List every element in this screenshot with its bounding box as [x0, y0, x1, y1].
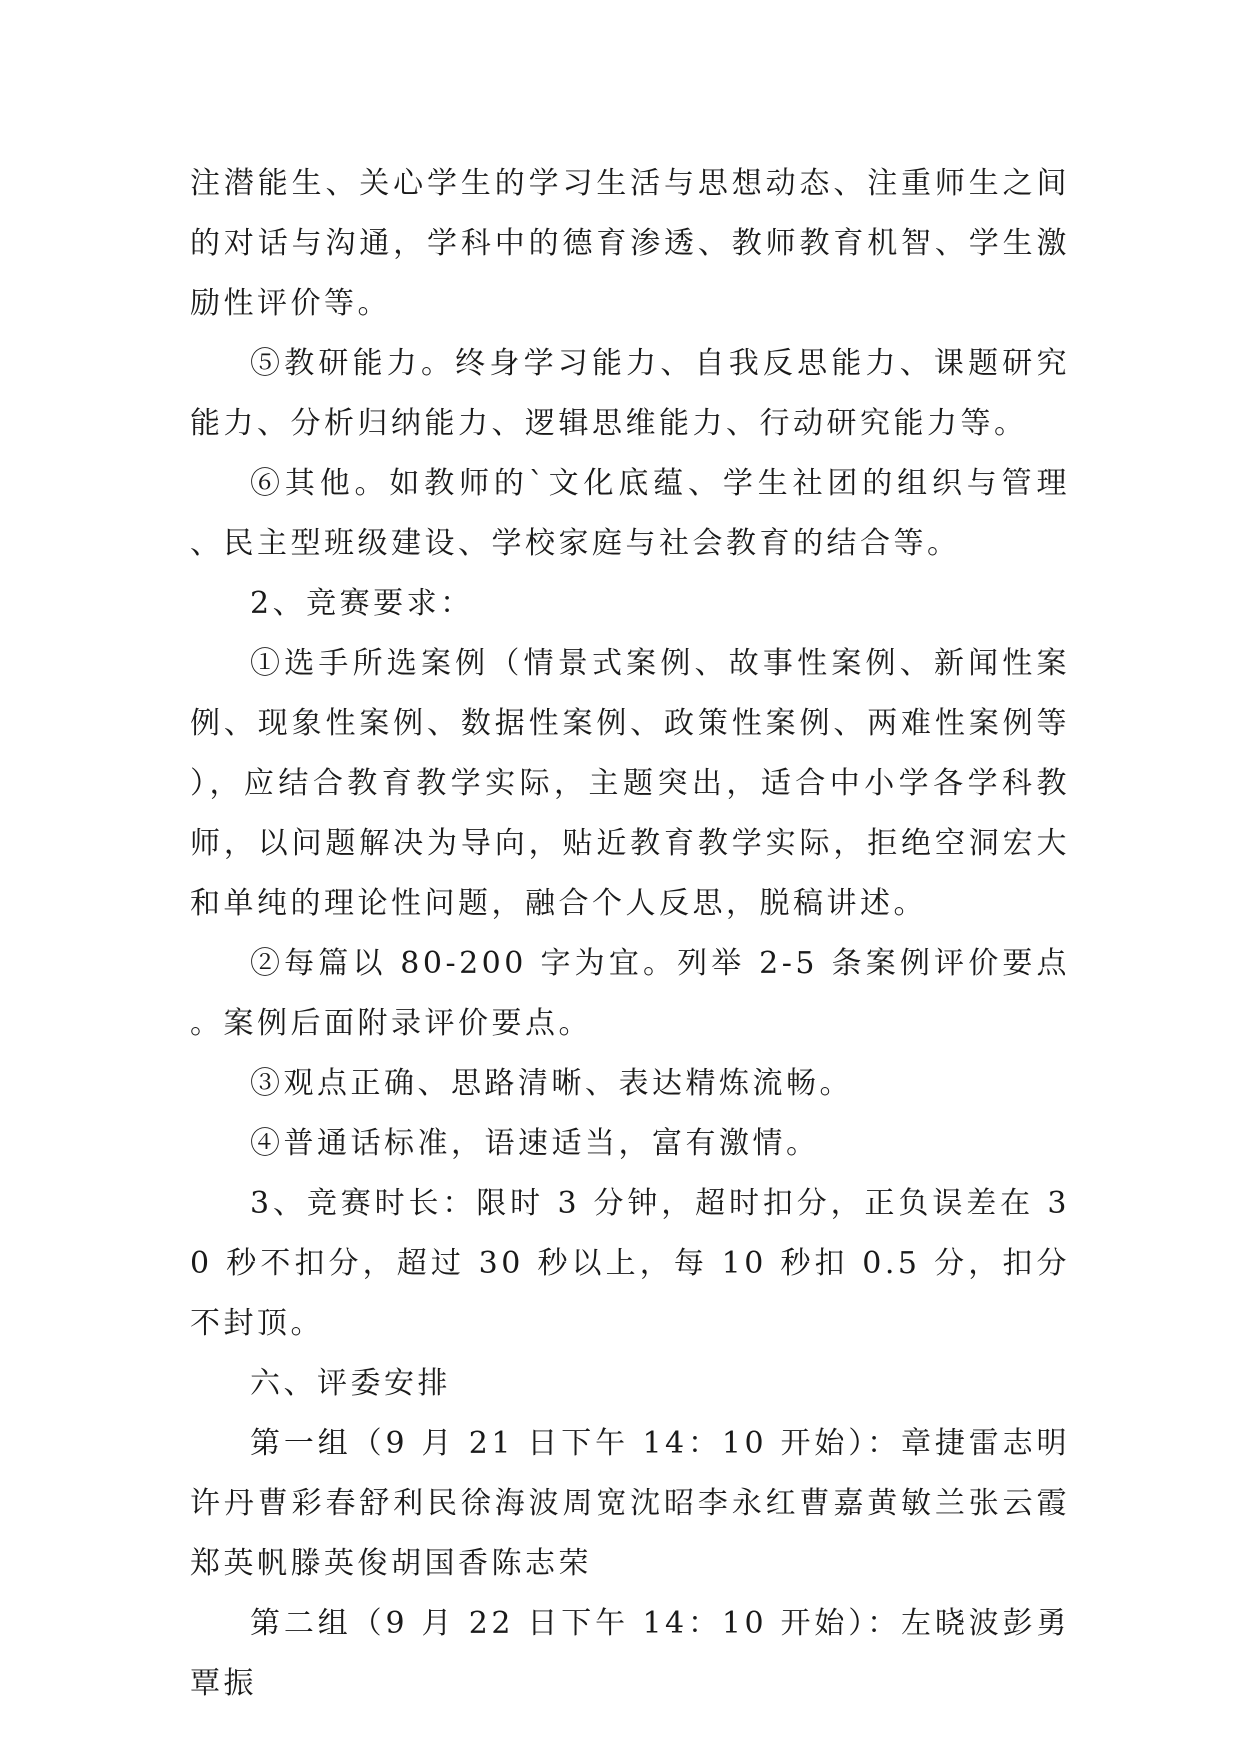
document-body: [190, 154, 1070, 1714]
paragraph-requirement-case-selection: ①选手所选案例（情景式案例、故事性案例、新闻性案例、现象性案例、数据性案例、政策性案例、两难性案例等），应结合教育教学实际，主题突出，适合中小学各学科教师，以问题解决为导向，贴近教育教学实际，拒绝空洞宏大和单纯的理论性问题，融合个人反思，脱稿讲述。: [190, 646, 1070, 921]
paragraph-competition-duration: 3、竞赛时长：限时 3 分钟，超时扣分，正负误差在 30 秒不扣分，超过 30 秒以上，每 10 秒扣 0.5 分，扣分不封顶。: [190, 1186, 1070, 1341]
section-heading-competition-requirements: 2、竞赛要求：: [250, 586, 474, 621]
paragraph-requirement-mandarin: ④普通话标准，语速适当，富有激情。: [250, 1126, 820, 1161]
paragraph-other-abilities: ⑥其他。如教师的`文化底蕴、学生社团的组织与管理、民主型班级建设、学校家庭与社会教育的结合等。: [190, 466, 1070, 561]
paragraph-judges-group-one: 第一组（9 月 21 日下午 14：10 开始）：章捷雷志明许丹曹彩春舒利民徐海波周宽沈昭李永红曹嘉黄敏兰张云霞郑英帆滕英俊胡国香陈志荣: [190, 1426, 1070, 1581]
paragraph-requirement-viewpoint: ③观点正确、思路清晰、表达精炼流畅。: [250, 1066, 853, 1101]
paragraph-judges-group-two: 第二组（9 月 22 日下午 14：10 开始）：左晓波彭勇覃振: [190, 1606, 1070, 1701]
section-heading-judges-arrangement: 六、评委安排: [250, 1366, 451, 1401]
paragraph-research-ability: ⑤教研能力。终身学习能力、自我反思能力、课题研究能力、分析归纳能力、逻辑思维能力、行动研究能力等。: [190, 346, 1070, 441]
paragraph-requirement-length: ②每篇以 80-200 字为宜。列举 2-5 条案例评价要点。案例后面附录评价要点。: [190, 946, 1070, 1041]
paragraph-continued-from-previous-page: 注潜能生、关心学生的学习生活与思想动态、注重师生之间的对话与沟通，学科中的德育渗透、教师教育机智、学生激励性评价等。: [190, 166, 1070, 321]
